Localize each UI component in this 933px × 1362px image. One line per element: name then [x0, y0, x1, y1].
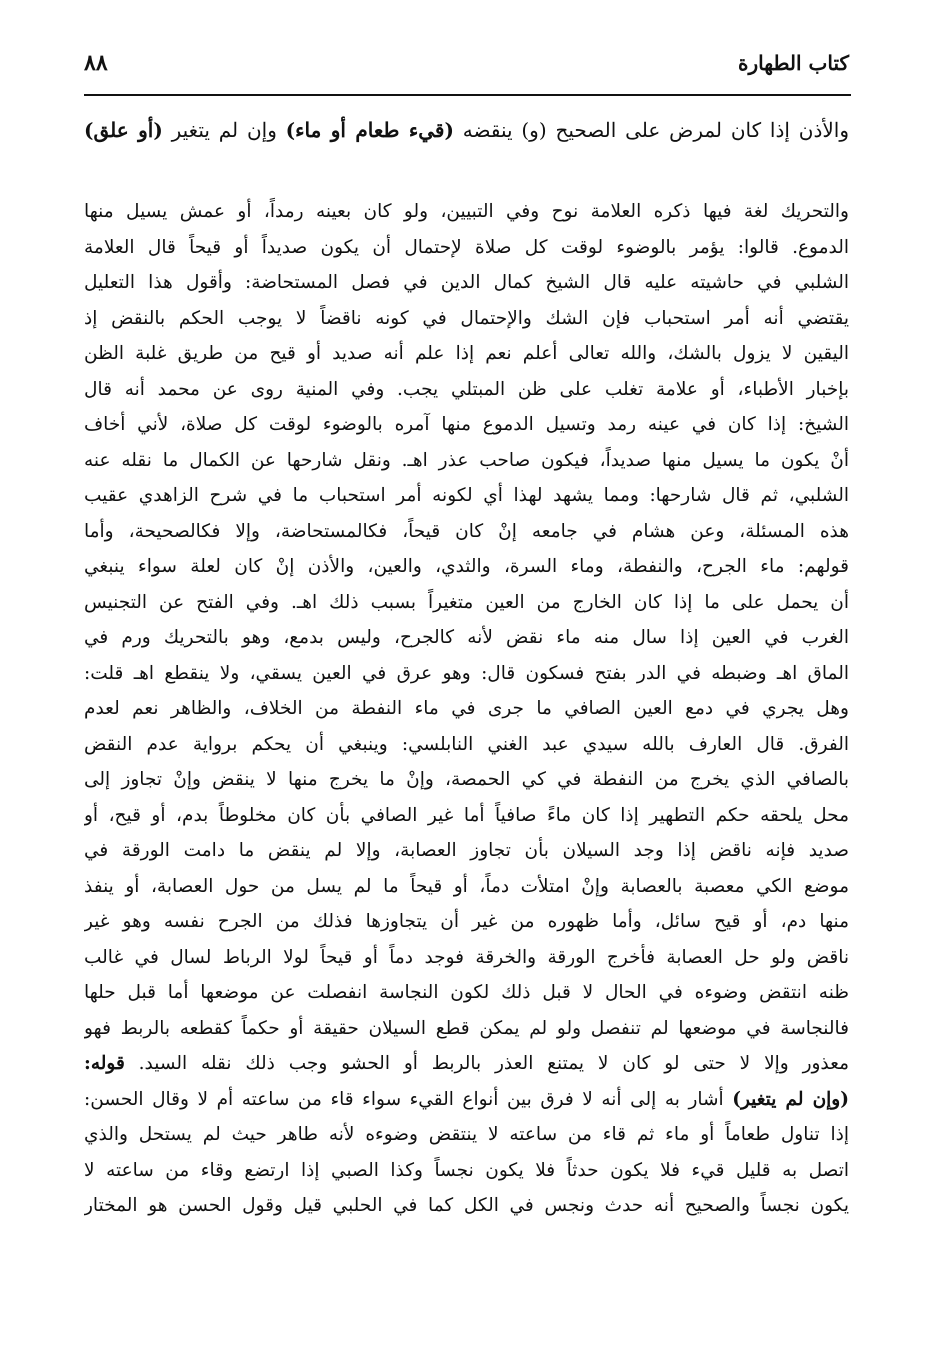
matn-bold-alaq: (أو علق) — [84, 118, 163, 142]
commentary-line: اتصل به قليل قيء فلا يكون حدثاً فلا يكون نجساً وكذا الصبي إذا ارتضع وقاء من ساعته لا — [84, 1159, 849, 1181]
commentary-line: الشلبي، ثم قال شارحها: ومما يشهد لهذا أي لكونه أمر استحباب ما في شرح الزاهدي عقيب — [84, 485, 849, 506]
commentary-line: يكون نجساً والصحيح أنه حدث ونجس في الكل كما في الحلبي قيل وقول الحسن هو المختار — [84, 1195, 849, 1216]
commentary-line-text: معذور وإلا لا حتى لو كان لا يمتنع العذر بالربط أو الحشو وجب ذلك نقله السيد. — [138, 1053, 849, 1074]
matn-middle: وإن لم يتغير — [171, 118, 277, 142]
matn-before: والأذن إذا كان لمرض على الصحيح (و) ينقضه — [462, 118, 849, 142]
commentary-line: ظنه انتقض وضوءه في الحال لا قبل ذلك لكون النجاسة انفصلت عن موضعها أما قبل حلها — [84, 982, 849, 1003]
commentary-line: فالنجاسة في موضعها لم تنفصل ولو لم يمكن قطع السيلان حقيقة أو حكماً كقطعه بالربط فهو — [84, 1017, 849, 1039]
running-head — [84, 46, 849, 80]
commentary-line-with-lemma — [84, 1082, 849, 1118]
commentary-line: وهل يجري في دمع العين الصافي ما جرى في ماء النفطة من الخلاف، والظاهر نعم لعدم — [84, 698, 849, 719]
commentary-line: الماق اهـ وضبطه في الدر بفتح فسكون قال: وهو عرق في العين يسقي، ولا ينقطع اهـ قلت: — [84, 662, 849, 684]
commentary-block — [84, 194, 849, 1224]
commentary-line: محل يلحقه حكم التطهير إذا كان ماءً صافياً أما غير الصافي بأن كان مخلوطاً بدم، أو قيح، أو — [84, 804, 849, 826]
commentary-line: بإخبار الأطباء، أو علامة تغلب على ظن المبتلي يجب. وفي المنية روى عن محمد أنه قال — [84, 378, 849, 400]
commentary-line: بالصافي الذي يخرج من النفطة في كي الحمصة، وإنْ ما يخرج منها لا ينقض وإنْ تجاوز إلى — [84, 769, 849, 790]
main-text-line — [84, 108, 849, 156]
header-rule — [84, 94, 851, 96]
commentary-line: والتحريك لغة فيها ذكره العلامة نوح وفي التبيين، ولو كان بعينه رمداً، أو عمش يسيل منها — [84, 201, 849, 222]
qawluh-label: قوله: — [84, 1053, 125, 1074]
commentary-line: أن يحمل على ما إذا كان الخارج من العين متغيراً بسبب ذلك اهـ. وفي الفتح عن التجنيس — [84, 591, 849, 613]
lemma-phrase: (وإن لم يتغير) — [732, 1088, 849, 1110]
commentary-line: منها دم، أو قيح سائل، وأما ظهوره من غير أن يتجاوزها فذلك من الجرح نفسه وهو غير — [84, 911, 849, 932]
commentary-line: قولهم: ماء الجرح، والنفطة، وماء السرة، والثدي، والعين، والأذن إنْ كان لعلة سواء ينبغي — [84, 556, 849, 577]
commentary-line: هذه المسئلة، وعن هشام في جامعه إنْ كان قيحاً، فكالمستحاضة، وإلا فكالصحيحة، وأما — [84, 520, 849, 542]
commentary-line-text: أشار به إلى أنه لا فرق بين أنواع القيء سواء قاء من ساعته أم لا وقال الحسن: — [84, 1088, 724, 1110]
commentary-line-with-label — [84, 1046, 849, 1082]
page-number: ٨٨ — [84, 50, 108, 76]
commentary-line: الغرب في العين إذا سال منه ماء نقض لأنه كالجرح، وليس بدمع، وهو بالتحريك ورم في — [84, 627, 849, 648]
commentary-line: أنْ يكون ما يسيل منها صديداً، فيكون صاحب عذر اهـ. ونقل شارحها عن الكمال ما نقله عنه — [84, 449, 849, 471]
commentary-line: الدموع. قالوا: يؤمر بالوضوء لوقت كل صلاة لإحتمال أن يكون صديداً أو قيحاً قال العلامة — [84, 236, 849, 258]
commentary-line: ناقض ولو حل العصابة فأخرج الورقة والخرقة فوجد دماً أو قيحاً لولا الرباط لسال في غالب — [84, 946, 849, 968]
commentary-line: إذا تناول طعاماً أو ماء ثم قاء من ساعته لا ينتقض وضوءه لأنه طاهر حيث لم يستحل والذي — [84, 1124, 849, 1145]
book-title: كتاب الطهارة — [738, 51, 849, 75]
commentary-line: صديد فإنه ناقض إذا وجد السيلان بأن تجاوز العصابة، وإلا لم ينقض ما دامت الورقة في — [84, 840, 849, 861]
commentary-line: موضع الكي معصبة بالعصابة وإنْ امتلأت دماً، أو قيحاً ما لم يسل من حول العصابة، أو ينفذ — [84, 875, 849, 897]
commentary-line: يقتضي أنه أمر استحباب فإن الشك والإحتمال في كونه ناقضاً لا يوجب الحكم بالنقض إذ — [84, 307, 849, 329]
commentary-line: اليقين لا يزول بالشك، والله تعالى أعلم نعم إذا علم أنه صديد أو قيح من طريق غلبة الظن — [84, 343, 849, 364]
commentary-line: الشيخ: إذا كان في عينه رمد وتسيل الدموع منها آمره بالوضوء لوقت كل صلاة، لأني أخاف — [84, 414, 849, 435]
matn-bold-vomit: (قيء طعام أو ماء) — [285, 118, 454, 142]
commentary-line: الفرق. قال العارف بالله سيدي عبد الغني النابلسي: وينبغي أن يحكم برواية عدم النقض — [84, 733, 849, 755]
commentary-line: الشلبي في حاشيته عليه قال الشيخ كمال الدين في فصل المستحاضة: وأقول هذا التعليل — [84, 272, 849, 293]
